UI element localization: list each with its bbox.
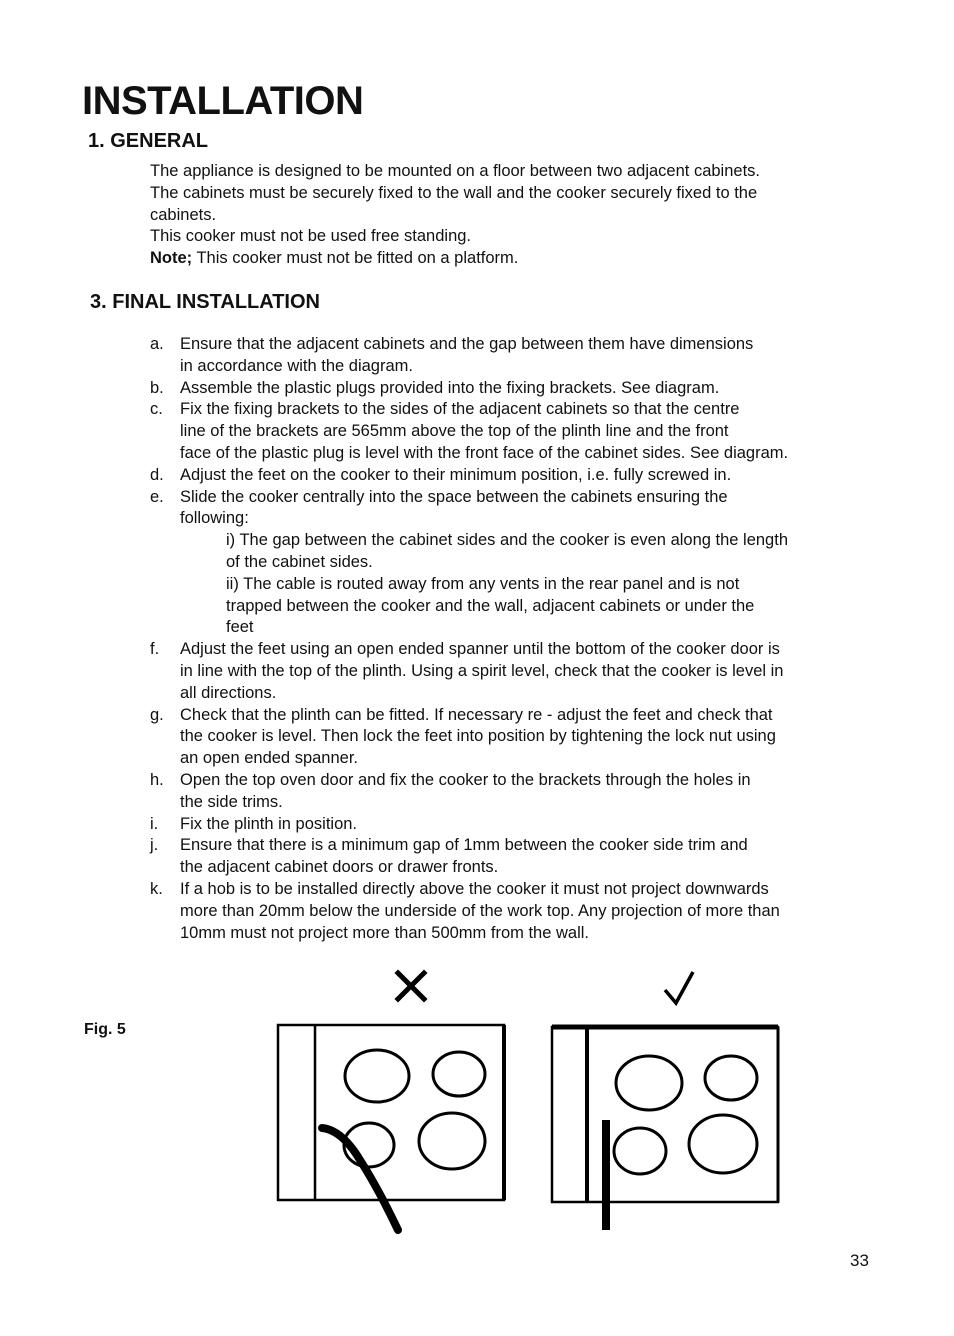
item-line: more than 20mm below the underside of the work top. Any projection of more than (180, 901, 780, 920)
item-line: Slide the cooker centrally into the space between the cabinets ensuring the (180, 487, 728, 506)
general-paragraph (150, 161, 870, 270)
incorrect-installation-diagram (278, 1025, 504, 1230)
item-letter: k. (150, 879, 163, 898)
list-item (150, 705, 880, 770)
item-letter: c. (150, 400, 163, 419)
list-item (150, 378, 880, 400)
sub-item-line: ii) The cable is routed away from any vents in the rear panel and is not (226, 574, 740, 593)
item-letter: b. (150, 378, 164, 397)
item-line: face of the plastic plug is level with the front face of the cabinet sides. See diagram. (180, 443, 789, 462)
page-number: 33 (850, 1251, 869, 1270)
list-item (150, 487, 880, 640)
section-heading-general: 1. GENERAL (88, 130, 209, 152)
general-line: cabinets. (150, 205, 217, 224)
item-line: in line with the top of the plinth. Using a spirit level, check that the cooker is level in (180, 661, 784, 680)
list-item (150, 770, 880, 814)
item-line: Assemble the plastic plugs provided into the fixing brackets. See diagram. (180, 378, 720, 397)
correct-installation-diagram (552, 1027, 778, 1230)
general-line: The appliance is designed to be mounted on a floor between two adjacent cabinets. (150, 162, 760, 180)
general-note (150, 248, 870, 270)
item-line: the side trims. (180, 792, 283, 811)
sub-item-line: feet (226, 618, 254, 637)
item-letter: f. (150, 640, 160, 659)
note-text: This cooker must not be fitted on a platform. (192, 249, 519, 268)
item-line: 10mm must not project more than 500mm from the wall. (180, 923, 589, 942)
sub-item-line: i) The gap between the cabinet sides and the cooker is even along the length (226, 531, 788, 550)
list-item (150, 465, 880, 487)
item-letter: e. (150, 487, 164, 506)
figure-label: Fig. 5 (84, 1021, 126, 1038)
item-line: Adjust the feet on the cooker to their minimum position, i.e. fully screwed in. (180, 465, 732, 484)
section-heading-final-installation: 3. FINAL INSTALLATION (90, 291, 320, 313)
item-letter: g. (150, 705, 164, 724)
check-icon (665, 972, 693, 1003)
item-line: Check that the plinth can be fitted. If necessary re - adjust the feet and check that (180, 705, 773, 724)
item-line: Fix the plinth in position. (180, 814, 358, 833)
item-letter: a. (150, 335, 164, 353)
cross-icon (398, 973, 424, 999)
item-line: Open the top oven door and fix the cooker to the brackets through the holes in (180, 770, 751, 789)
sub-item-line: trapped between the cooker and the wall, adjacent cabinets or under the (226, 596, 755, 615)
item-line: line of the brackets are 565mm above the top of the plinth line and the front (180, 422, 729, 441)
item-letter: i. (150, 814, 159, 833)
item-line: If a hob is to be installed directly above the cooker it must not project downwards (180, 879, 769, 898)
page-title: INSTALLATION (82, 79, 364, 123)
item-line: Adjust the feet using an open ended spanner until the bottom of the cooker door is (180, 640, 780, 659)
note-label: Note; (150, 249, 193, 268)
item-line: following: (180, 509, 249, 528)
item-line: Fix the fixing brackets to the sides of the adjacent cabinets so that the centre (180, 400, 740, 419)
list-item (150, 334, 880, 378)
list-item (150, 399, 880, 464)
list-item (150, 639, 880, 704)
item-line: all directions. (180, 683, 277, 702)
list-item (150, 835, 880, 879)
item-letter: d. (150, 465, 164, 484)
general-line: This cooker must not be used free standing. (150, 227, 472, 246)
item-line: Ensure that the adjacent cabinets and the gap between them have dimensions (180, 335, 754, 353)
figure-5-diagram (260, 960, 790, 1245)
item-line: in accordance with the diagram. (180, 356, 413, 375)
item-line: the adjacent cabinet doors or drawer fronts. (180, 858, 499, 877)
general-line: The cabinets must be securely fixed to the wall and the cooker securely fixed to the (150, 183, 758, 202)
sub-item-line: of the cabinet sides. (226, 552, 373, 571)
item-line: Ensure that there is a minimum gap of 1mm between the cooker side trim and (180, 836, 748, 855)
item-line: an open ended spanner. (180, 749, 358, 768)
list-item (150, 879, 880, 944)
item-letter: j. (150, 836, 159, 855)
item-letter: h. (150, 770, 164, 789)
cable-trapped (322, 1128, 398, 1230)
list-item (150, 814, 880, 836)
installation-steps-list (150, 334, 880, 944)
item-line: the cooker is level. Then lock the feet into position by tightening the lock nut using (180, 727, 776, 746)
